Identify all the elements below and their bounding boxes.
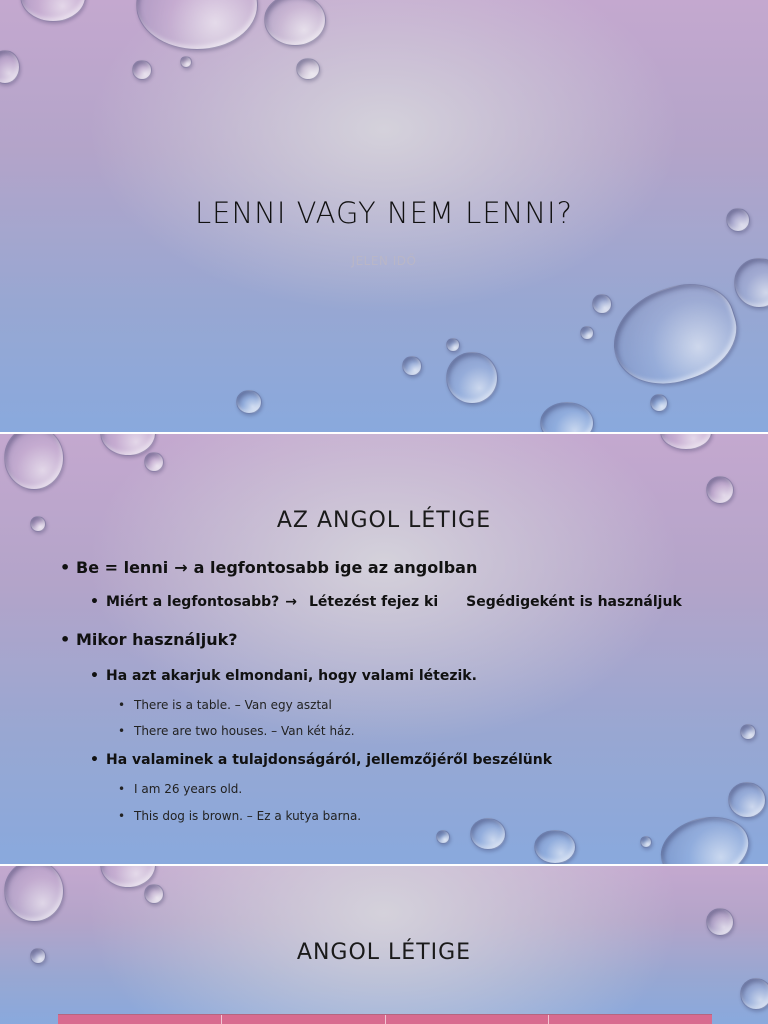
water-drop bbox=[4, 434, 64, 490]
bullet-why-important: • Miért a legfontosabb? → Létezést fejez ki Segédigeként is használjuk bbox=[90, 594, 682, 610]
water-drop bbox=[236, 390, 262, 414]
example-item: • I am 26 years old. bbox=[118, 782, 243, 796]
water-drop bbox=[706, 476, 734, 504]
water-drop bbox=[534, 830, 576, 864]
example-item: • This dog is brown. – Ez a kutya barna. bbox=[118, 809, 362, 823]
water-drop bbox=[660, 434, 712, 450]
water-drop bbox=[654, 807, 757, 864]
water-drop bbox=[640, 836, 652, 848]
water-drop bbox=[264, 0, 326, 46]
water-drop bbox=[136, 0, 258, 50]
table-header-cell bbox=[549, 1015, 712, 1024]
water-drop bbox=[436, 830, 450, 844]
slide-title-heading: LENNI VAGY NEM LENNI? bbox=[195, 196, 573, 230]
water-drop bbox=[540, 402, 594, 432]
water-drop bbox=[706, 908, 734, 936]
table-header-cell bbox=[222, 1015, 386, 1024]
water-drop bbox=[402, 356, 422, 376]
slide-heading: AZ ANGOL LÉTIGE bbox=[276, 508, 492, 533]
water-drop bbox=[180, 56, 192, 68]
table-header-cell bbox=[386, 1015, 550, 1024]
water-drop bbox=[144, 884, 164, 904]
bullet-be-lenni: • Be = lenni → a legfontosabb ige az angolban bbox=[60, 558, 478, 577]
bullet-exists: • Ha azt akarjuk elmondani, hogy valami létezik. bbox=[90, 668, 477, 684]
slide-content[interactable] bbox=[0, 434, 768, 864]
water-drop bbox=[0, 50, 20, 84]
water-drop bbox=[446, 338, 460, 352]
water-drop bbox=[592, 294, 612, 314]
bullet-when-used: • Mikor használjuk? bbox=[60, 630, 238, 649]
water-drop bbox=[20, 0, 86, 22]
example-item: • There is a table. – Van egy asztal bbox=[118, 698, 332, 712]
slide-subtitle: JELEN IDŐ bbox=[351, 254, 417, 268]
water-drop bbox=[446, 352, 498, 404]
water-drop bbox=[601, 271, 750, 399]
slide-heading: ANGOL LÉTIGE bbox=[296, 940, 472, 965]
water-drop bbox=[132, 60, 152, 80]
slide-table[interactable] bbox=[0, 866, 768, 1024]
water-drop bbox=[470, 818, 506, 850]
bullet-properties: • Ha valaminek a tulajdonságáról, jellemzőjéről beszélünk bbox=[90, 752, 553, 768]
water-drop bbox=[296, 58, 320, 80]
arrow-right-icon: → bbox=[174, 558, 188, 577]
water-drop bbox=[144, 452, 164, 472]
slide-title[interactable] bbox=[0, 0, 768, 432]
table-header-cell bbox=[58, 1015, 222, 1024]
example-item: • There are two houses. – Van két ház. bbox=[118, 724, 355, 738]
water-drop bbox=[740, 978, 768, 1010]
water-drop bbox=[100, 434, 156, 456]
water-drop bbox=[4, 866, 64, 922]
arrow-right-icon: → bbox=[285, 594, 297, 610]
water-drop bbox=[728, 782, 766, 818]
water-drop bbox=[650, 394, 668, 412]
table-header-row bbox=[58, 1014, 712, 1024]
water-drop bbox=[100, 866, 156, 888]
water-drop bbox=[580, 326, 594, 340]
water-drop bbox=[740, 724, 756, 740]
